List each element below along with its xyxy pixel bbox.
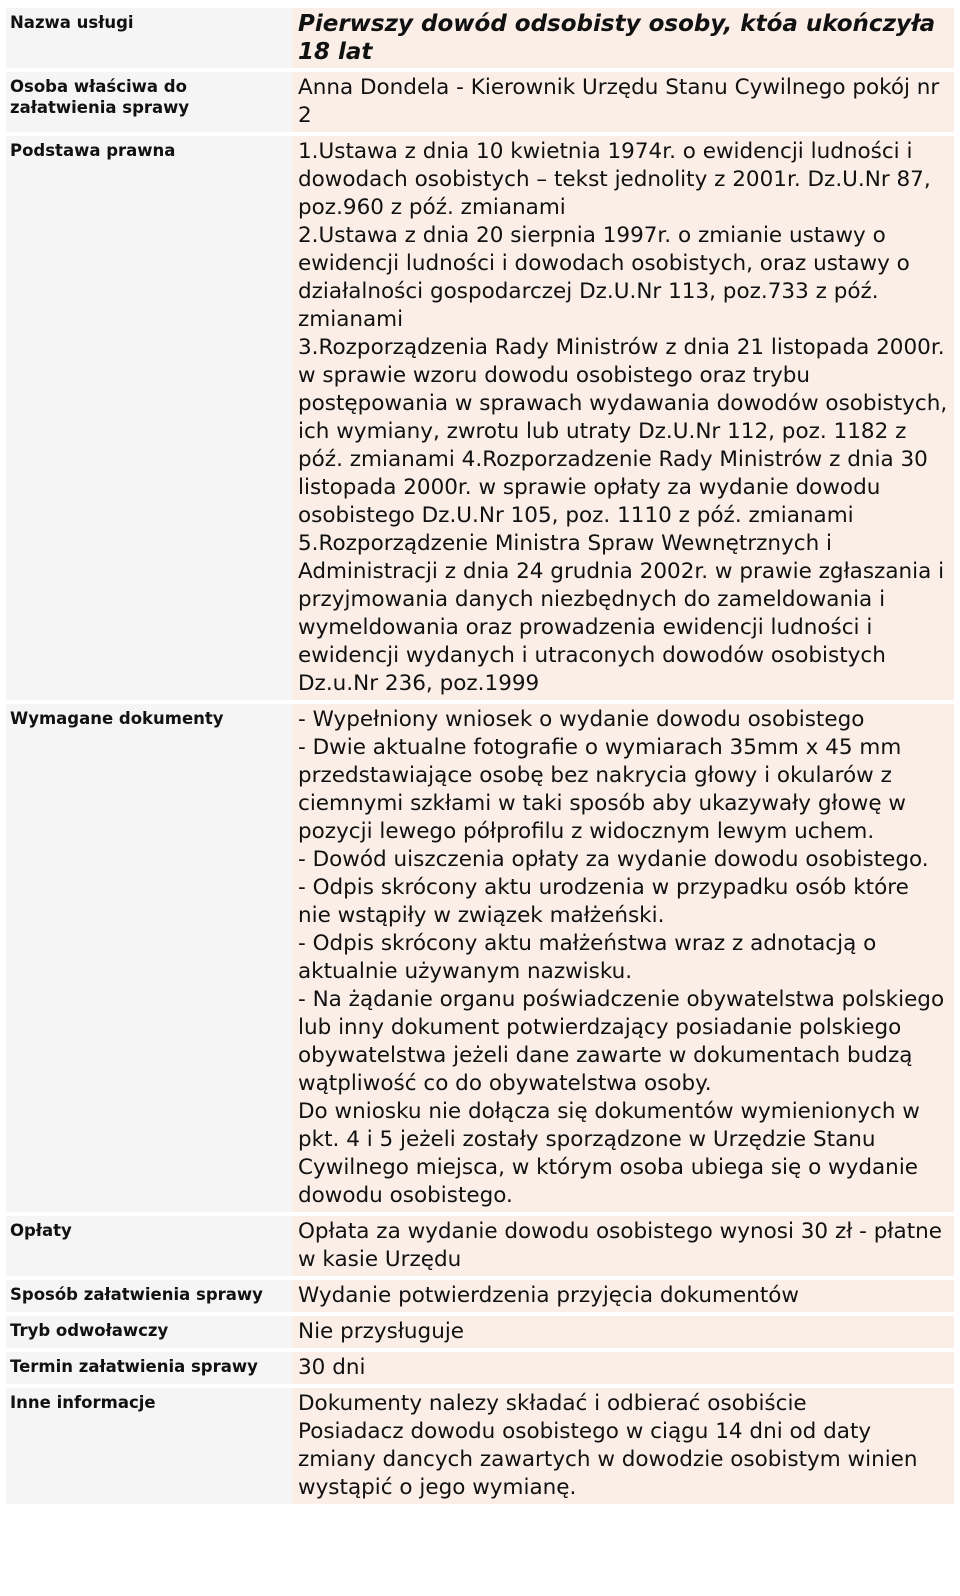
value-line: - Dwie aktualne fotografie o wymiarach 35mm x 45 mm przedstawiające osobę bez nakrycia głowy i okularów z ciemnymi szkłami w taki sposób aby ukazywały głowę w pozycji lewego półprofilu z widocznym lewym uchem. <box>298 735 906 844</box>
value-appeal-procedure <box>292 1316 954 1348</box>
value-other-info <box>292 1388 954 1504</box>
label-responsible-person: Osoba właściwa do załatwienia sprawy <box>6 72 292 132</box>
label-fees: Opłaty <box>6 1216 292 1276</box>
value-line: Pierwszy dowód odsobisty osoby, któa ukończyła 18 lat <box>298 11 936 65</box>
value-line: - Dowód uiszczenia opłaty za wydanie dowodu osobistego. <box>298 847 929 872</box>
service-info-sheet <box>6 4 954 1508</box>
value-required-documents <box>292 704 954 1212</box>
value-line: - Wypełniony wniosek o wydanie dowodu osobistego <box>298 707 865 732</box>
label-required-documents: Wymagane dokumenty <box>6 704 292 1212</box>
label-legal-basis: Podstawa prawna <box>6 136 292 700</box>
row-required-documents <box>6 704 954 1212</box>
value-line: Dokumenty nalezy składać i odbierać osobiście <box>298 1391 807 1416</box>
row-legal-basis <box>6 136 954 700</box>
row-responsible-person <box>6 72 954 132</box>
value-line: Nie przysługuje <box>298 1319 465 1344</box>
value-line: Do wniosku nie dołącza się dokumentów wymienionych w pkt. 4 i 5 jeżeli zostały sporządzone w Urzędzie Stanu Cywilnego miejsca, w którym osoba ubiega się o wydanie dowodu osobistego. <box>298 1099 920 1208</box>
value-responsible-person <box>292 72 954 132</box>
row-deadline <box>6 1352 954 1384</box>
value-legal-basis <box>292 136 954 700</box>
value-line: - Odpis skrócony aktu urodzenia w przypadku osób które nie wstąpiły w związek małżeński. <box>298 875 909 928</box>
value-line: Wydanie potwierdzenia przyjęcia dokumentów <box>298 1283 800 1308</box>
label-handling-method: Sposób załatwienia sprawy <box>6 1280 292 1312</box>
label-appeal-procedure: Tryb odwoławczy <box>6 1316 292 1348</box>
value-line: Anna Dondela - Kierownik Urzędu Stanu Cywilnego pokój nr 2 <box>298 75 940 128</box>
label-deadline: Termin załatwienia sprawy <box>6 1352 292 1384</box>
value-line: Posiadacz dowodu osobistego w ciągu 14 dni od daty zmiany dancych zawartych w dowodzie osobistym winien wystąpić o jego wymianę. <box>298 1419 918 1500</box>
value-line: 2.Ustawa z dnia 20 sierpnia 1997r. o zmianie ustawy o ewidencji ludności i dowodach osobistych, oraz ustawy o działalności gospodarczej Dz.U.Nr 113, poz.733 z póź. zmianami <box>298 223 910 332</box>
label-service-name: Nazwa usługi <box>6 8 292 68</box>
value-line: 5.Rozporządzenie Ministra Spraw Wewnętrznych i Administracji z dnia 24 grudnia 2002r. w prawie zgłaszania i przyjmowania danych niezbędnych do zameldowania i wymeldowania oraz prowadzenia ewidencji ludności i ewidencji wydanych i utraconych dowodów osobistych Dz.u.Nr 236, poz.1999 <box>298 531 945 696</box>
row-service-name <box>6 8 954 68</box>
row-fees <box>6 1216 954 1276</box>
row-other-info <box>6 1388 954 1504</box>
value-handling-method <box>292 1280 954 1312</box>
service-info-table <box>6 4 954 1508</box>
value-service-name <box>292 8 954 68</box>
label-other-info: Inne informacje <box>6 1388 292 1504</box>
value-line: - Na żądanie organu poświadczenie obywatelstwa polskiego lub inny dokument potwierdzający posiadanie polskiego obywatelstwa jeżeli dane zawarte w dokumentach budzą wątpliwość co do obywatelstwa osoby. <box>298 987 945 1096</box>
row-appeal-procedure <box>6 1316 954 1348</box>
row-handling-method <box>6 1280 954 1312</box>
value-line: - Odpis skrócony aktu małżeństwa wraz z adnotacją o aktualnie używanym nazwisku. <box>298 931 877 984</box>
value-line: 1.Ustawa z dnia 10 kwietnia 1974r. o ewidencji ludności i dowodach osobistych – tekst jednolity z 2001r. Dz.U.Nr 87, poz.960 z póź. zmianami <box>298 139 931 220</box>
value-deadline <box>292 1352 954 1384</box>
value-line: 30 dni <box>298 1355 366 1380</box>
value-line: Opłata za wydanie dowodu osobistego wynosi 30 zł - płatne w kasie Urzędu <box>298 1219 942 1272</box>
value-fees <box>292 1216 954 1276</box>
value-line: 3.Rozporządzenia Rady Ministrów z dnia 21 listopada 2000r. w sprawie wzoru dowodu osobistego oraz trybu postępowania w sprawach wydawania dowodów osobistych, ich wymiany, zwrotu lub utraty Dz.U.Nr 112, poz. 1182 z póź. zmianami 4.Rozporzadzenie Rady Ministrów z dnia 30 listopada 2000r. w sprawie opłaty za wydanie dowodu osobistego Dz.U.Nr 105, poz. 1110 z póź. zmianami <box>298 335 948 528</box>
